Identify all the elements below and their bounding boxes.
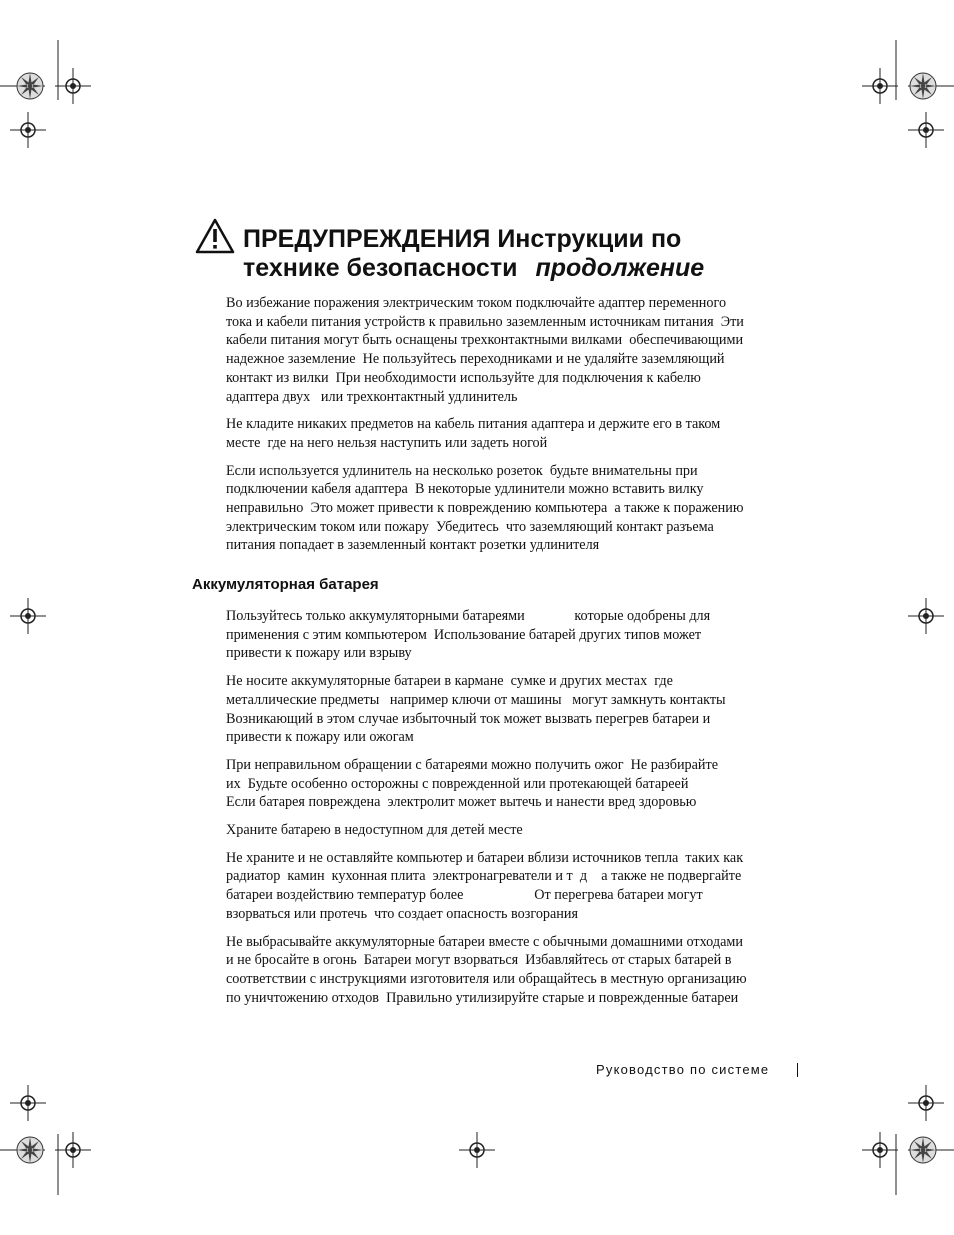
paragraph: Храните батарею в недоступном для детей месте <box>226 822 523 839</box>
warning-triangle-icon <box>195 218 235 254</box>
paragraph: Не кладите никаких предметов на кабель питания адаптера и держите его в таком месте где на него нельзя наступить или задеть ногой <box>226 416 721 451</box>
paragraph: Во избежание поражения электрическим током подключайте адаптер переменного тока и кабели питания устройств к правильно заземленным источникам питания Эти кабели питания могут быть оснащены трехконтактными вилками обеспечивающими надежное заземление Не пользуйтесь переходниками и не удаляйте заземляющий контакт из вилки При необходимости используйте для подключения к кабелю адаптера двух или трехконтактный удлинитель <box>226 295 744 405</box>
footer-divider <box>797 1063 798 1077</box>
paragraph: Не носите аккумуляторные батареи в кармане сумке и других местах где металлические предметы например ключи от машины могут замкнуть контакты Возникающий в этом случае избыточный ток может вызвать перегрев батареи и привести к пожару или ожогам <box>226 673 726 746</box>
paragraph: Пользуйтесь только аккумуляторными батареями которые одобрены для применения с этим компьютером Использование батарей других типов может привести к пожару или взрыву <box>226 608 711 662</box>
title-line-1: ПРЕДУПРЕЖДЕНИЯ Инструкции по <box>243 225 682 253</box>
paragraph: Не храните и не оставляйте компьютер и батареи вблизи источников тепла таких как радиатор камин кухонная плита электронагреватели и т д а также не подвергайте батареи воздействию температур более От перегрева батареи могут взорваться или протечь что создает опасность возгорания <box>226 849 744 922</box>
section-heading-battery: Аккумуляторная батарея <box>192 576 379 593</box>
paragraph: Не выбрасывайте аккумуляторные батареи вместе с обычными домашними отходами и не бросайте в огонь Батареи могут взорваться Избавляйтесь от старых батарей в соответствии с инструкциями изготовителя или обращайтесь в местную организацию по уничтожению отходов Правильно утилизируйте старые и поврежденные батареи <box>226 933 747 1006</box>
power-safety-text <box>226 294 806 564</box>
title-line-2-text: технике безопасности <box>243 254 518 282</box>
battery-safety-text <box>226 607 806 1016</box>
title-line-2 <box>243 253 704 283</box>
page-footer: Руководство по системе <box>596 1062 770 1077</box>
title-continued: продолжение <box>535 254 705 282</box>
paragraph: Если используется удлинитель на несколько розеток будьте внимательны при подключении кабеля адаптера В некоторые удлинители можно вставить вилку неправильно Это может привести к повреждению компьютера а также к поражению электрическим током или пожару Убедитесь что заземляющий контакт разъема питания попадает в заземленный контакт розетки удлинителя <box>226 462 744 554</box>
paragraph: При неправильном обращении с батареями можно получить ожог Не разбирайте их Будьте особенно осторожны с поврежденной или протекающей батареей Если батарея повреждена электролит может вытечь и нанести вред здоровью <box>226 756 719 811</box>
